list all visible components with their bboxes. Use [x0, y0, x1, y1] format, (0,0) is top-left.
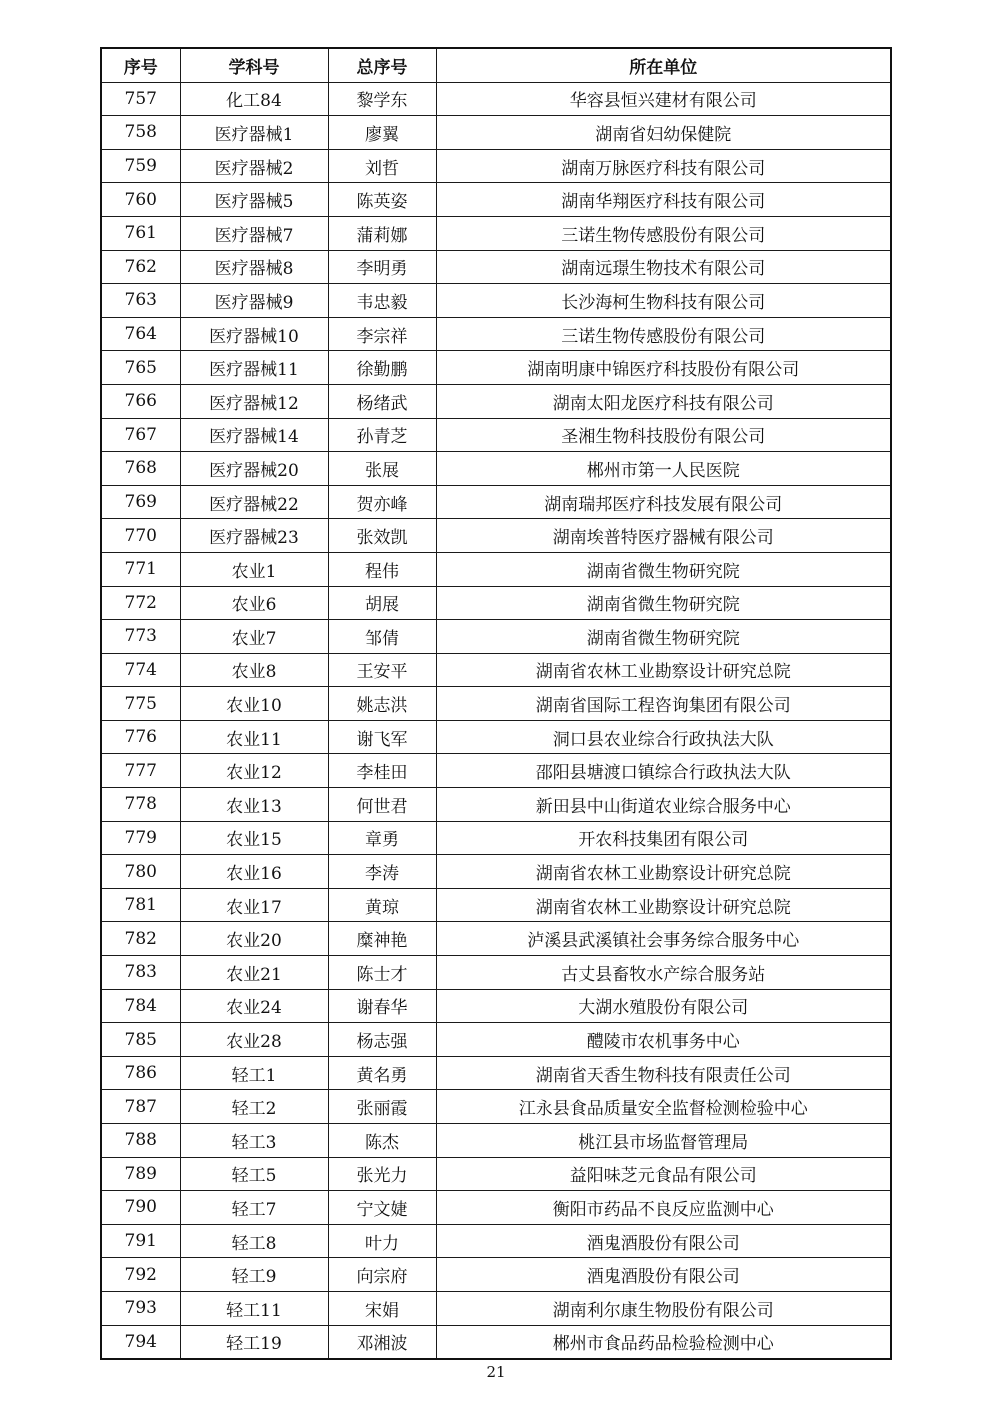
serial-number-cell: 792 — [101, 1258, 180, 1292]
organization-cell: 洞口县农业综合行政执法大队 — [436, 720, 891, 754]
name-cell: 邹倩 — [328, 620, 436, 654]
subject-number-cell: 农业24 — [180, 989, 328, 1023]
subject-number-cell: 农业17 — [180, 888, 328, 922]
serial-number-cell: 788 — [101, 1124, 180, 1158]
organization-cell: 湖南瑞邦医疗科技发展有限公司 — [436, 485, 891, 519]
table-row — [101, 284, 891, 318]
subject-number-cell: 轻工2 — [180, 1090, 328, 1124]
table-row — [101, 1090, 891, 1124]
organization-cell: 桃江县市场监督管理局 — [436, 1124, 891, 1158]
name-cell: 姚志洪 — [328, 687, 436, 721]
subject-number-cell: 医疗器械7 — [180, 216, 328, 250]
organization-cell: 湖南明康中锦医疗科技股份有限公司 — [436, 351, 891, 385]
table-row — [101, 821, 891, 855]
table-row — [101, 1157, 891, 1191]
table-row — [101, 989, 891, 1023]
serial-number-cell: 782 — [101, 922, 180, 956]
organization-cell: 泸溪县武溪镇社会事务综合服务中心 — [436, 922, 891, 956]
name-cell: 章勇 — [328, 821, 436, 855]
table-row — [101, 720, 891, 754]
table-row — [101, 552, 891, 586]
subject-number-cell: 农业10 — [180, 687, 328, 721]
table-row — [101, 922, 891, 956]
subject-number-cell: 农业28 — [180, 1023, 328, 1057]
serial-number-cell: 779 — [101, 821, 180, 855]
name-cell: 蒲莉娜 — [328, 216, 436, 250]
name-cell: 陈士才 — [328, 956, 436, 990]
name-cell: 徐勤鹏 — [328, 351, 436, 385]
table-row — [101, 250, 891, 284]
serial-number-cell: 794 — [101, 1325, 180, 1359]
name-cell: 黄名勇 — [328, 1056, 436, 1090]
header-serial-number: 序号 — [101, 48, 180, 82]
table-row — [101, 485, 891, 519]
table-row — [101, 452, 891, 486]
name-cell: 谢春华 — [328, 989, 436, 1023]
subject-number-cell: 农业20 — [180, 922, 328, 956]
subject-number-cell: 医疗器械2 — [180, 149, 328, 183]
organization-cell: 醴陵市农机事务中心 — [436, 1023, 891, 1057]
name-cell: 张丽霞 — [328, 1090, 436, 1124]
subject-number-cell: 医疗器械1 — [180, 116, 328, 150]
table-row — [101, 384, 891, 418]
table-row — [101, 653, 891, 687]
subject-number-cell: 农业12 — [180, 754, 328, 788]
serial-number-cell: 775 — [101, 687, 180, 721]
serial-number-cell: 769 — [101, 485, 180, 519]
subject-number-cell: 农业7 — [180, 620, 328, 654]
subject-number-cell: 医疗器械20 — [180, 452, 328, 486]
subject-number-cell: 农业6 — [180, 586, 328, 620]
organization-cell: 郴州市第一人民医院 — [436, 452, 891, 486]
organization-cell: 新田县中山街道农业综合服务中心 — [436, 788, 891, 822]
serial-number-cell: 785 — [101, 1023, 180, 1057]
name-cell: 韦忠毅 — [328, 284, 436, 318]
serial-number-cell: 771 — [101, 552, 180, 586]
table-row — [101, 855, 891, 889]
organization-cell: 古丈县畜牧水产综合服务站 — [436, 956, 891, 990]
organization-cell: 湖南万脉医疗科技有限公司 — [436, 149, 891, 183]
subject-number-cell: 化工84 — [180, 82, 328, 116]
name-cell: 刘哲 — [328, 149, 436, 183]
subject-number-cell: 农业13 — [180, 788, 328, 822]
table-row — [101, 216, 891, 250]
serial-number-cell: 757 — [101, 82, 180, 116]
table-body — [101, 82, 891, 1359]
organization-cell: 大湖水殖股份有限公司 — [436, 989, 891, 1023]
table-row — [101, 116, 891, 150]
subject-number-cell: 医疗器械12 — [180, 384, 328, 418]
name-cell: 李涛 — [328, 855, 436, 889]
table-row — [101, 1291, 891, 1325]
serial-number-cell: 780 — [101, 855, 180, 889]
subject-number-cell: 轻工5 — [180, 1157, 328, 1191]
organization-cell: 湖南省天香生物科技有限责任公司 — [436, 1056, 891, 1090]
serial-number-cell: 774 — [101, 653, 180, 687]
organization-cell: 酒鬼酒股份有限公司 — [436, 1224, 891, 1258]
name-cell: 陈杰 — [328, 1124, 436, 1158]
organization-cell: 长沙海柯生物科技有限公司 — [436, 284, 891, 318]
subject-number-cell: 轻工3 — [180, 1124, 328, 1158]
serial-number-cell: 764 — [101, 317, 180, 351]
organization-cell: 湖南省微生物研究院 — [436, 586, 891, 620]
subject-number-cell: 轻工9 — [180, 1258, 328, 1292]
header-organization: 所在单位 — [436, 48, 891, 82]
table-row — [101, 418, 891, 452]
table-row — [101, 620, 891, 654]
serial-number-cell: 772 — [101, 586, 180, 620]
serial-number-cell: 790 — [101, 1191, 180, 1225]
serial-number-cell: 768 — [101, 452, 180, 486]
serial-number-cell: 766 — [101, 384, 180, 418]
subject-number-cell: 医疗器械22 — [180, 485, 328, 519]
header-total-serial: 总序号 — [328, 48, 436, 82]
name-cell: 程伟 — [328, 552, 436, 586]
table-row — [101, 586, 891, 620]
subject-number-cell: 轻工1 — [180, 1056, 328, 1090]
table-row — [101, 956, 891, 990]
serial-number-cell: 793 — [101, 1291, 180, 1325]
organization-cell: 衡阳市药品不良反应监测中心 — [436, 1191, 891, 1225]
name-cell: 胡展 — [328, 586, 436, 620]
name-cell: 贺亦峰 — [328, 485, 436, 519]
organization-cell: 湖南埃普特医疗器械有限公司 — [436, 519, 891, 553]
serial-number-cell: 787 — [101, 1090, 180, 1124]
serial-number-cell: 778 — [101, 788, 180, 822]
serial-number-cell: 784 — [101, 989, 180, 1023]
table-row — [101, 351, 891, 385]
serial-number-cell: 789 — [101, 1157, 180, 1191]
organization-cell: 湖南省微生物研究院 — [436, 552, 891, 586]
name-cell: 张展 — [328, 452, 436, 486]
name-cell: 宁文婕 — [328, 1191, 436, 1225]
header-subject-number: 学科号 — [180, 48, 328, 82]
subject-number-cell: 农业8 — [180, 653, 328, 687]
table-row — [101, 317, 891, 351]
table-row — [101, 82, 891, 116]
table-header-row — [101, 48, 891, 82]
table-row — [101, 1124, 891, 1158]
serial-number-cell: 761 — [101, 216, 180, 250]
organization-cell: 酒鬼酒股份有限公司 — [436, 1258, 891, 1292]
subject-number-cell: 农业11 — [180, 720, 328, 754]
serial-number-cell: 767 — [101, 418, 180, 452]
subject-number-cell: 轻工19 — [180, 1325, 328, 1359]
name-cell: 李桂田 — [328, 754, 436, 788]
subject-number-cell: 医疗器械9 — [180, 284, 328, 318]
name-cell: 谢飞军 — [328, 720, 436, 754]
serial-number-cell: 786 — [101, 1056, 180, 1090]
serial-number-cell: 781 — [101, 888, 180, 922]
serial-number-cell: 777 — [101, 754, 180, 788]
name-cell: 叶力 — [328, 1224, 436, 1258]
subject-number-cell: 医疗器械14 — [180, 418, 328, 452]
name-cell: 黎学东 — [328, 82, 436, 116]
name-cell: 张光力 — [328, 1157, 436, 1191]
subject-number-cell: 医疗器械10 — [180, 317, 328, 351]
name-cell: 杨志强 — [328, 1023, 436, 1057]
table-row — [101, 1056, 891, 1090]
subject-number-cell: 医疗器械8 — [180, 250, 328, 284]
organization-cell: 邵阳县塘渡口镇综合行政执法大队 — [436, 754, 891, 788]
organization-cell: 圣湘生物科技股份有限公司 — [436, 418, 891, 452]
table-row — [101, 1258, 891, 1292]
name-cell: 李宗祥 — [328, 317, 436, 351]
subject-number-cell: 轻工7 — [180, 1191, 328, 1225]
name-cell: 廖翼 — [328, 116, 436, 150]
organization-cell: 湖南省农林工业勘察设计研究总院 — [436, 855, 891, 889]
table-row — [101, 1023, 891, 1057]
name-cell: 张效凯 — [328, 519, 436, 553]
organization-cell: 湖南省农林工业勘察设计研究总院 — [436, 653, 891, 687]
table-row — [101, 888, 891, 922]
subject-number-cell: 轻工8 — [180, 1224, 328, 1258]
table-row — [101, 788, 891, 822]
serial-number-cell: 760 — [101, 183, 180, 217]
serial-number-cell: 770 — [101, 519, 180, 553]
name-cell: 黄琼 — [328, 888, 436, 922]
subject-number-cell: 农业15 — [180, 821, 328, 855]
organization-cell: 湖南省国际工程咨询集团有限公司 — [436, 687, 891, 721]
serial-number-cell: 765 — [101, 351, 180, 385]
table-row — [101, 149, 891, 183]
subject-number-cell: 医疗器械23 — [180, 519, 328, 553]
organization-cell: 江永县食品质量安全监督检测检验中心 — [436, 1090, 891, 1124]
table-row — [101, 754, 891, 788]
name-cell: 杨绪武 — [328, 384, 436, 418]
subject-number-cell: 农业16 — [180, 855, 328, 889]
page-number: 21 — [486, 1363, 506, 1381]
subject-number-cell: 农业21 — [180, 956, 328, 990]
serial-number-cell: 791 — [101, 1224, 180, 1258]
table-row — [101, 1325, 891, 1359]
table-row — [101, 183, 891, 217]
organization-cell: 三诺生物传感股份有限公司 — [436, 317, 891, 351]
organization-cell: 华容县恒兴建材有限公司 — [436, 82, 891, 116]
organization-cell: 三诺生物传感股份有限公司 — [436, 216, 891, 250]
serial-number-cell: 783 — [101, 956, 180, 990]
organization-cell: 益阳味芝元食品有限公司 — [436, 1157, 891, 1191]
name-cell: 向宗府 — [328, 1258, 436, 1292]
organization-cell: 郴州市食品药品检验检测中心 — [436, 1325, 891, 1359]
organization-cell: 湖南远璟生物技术有限公司 — [436, 250, 891, 284]
serial-number-cell: 762 — [101, 250, 180, 284]
subject-number-cell: 农业1 — [180, 552, 328, 586]
organization-cell: 湖南省妇幼保健院 — [436, 116, 891, 150]
name-cell: 李明勇 — [328, 250, 436, 284]
organization-cell: 开农科技集团有限公司 — [436, 821, 891, 855]
organization-cell: 湖南太阳龙医疗科技有限公司 — [436, 384, 891, 418]
serial-number-cell: 759 — [101, 149, 180, 183]
serial-number-cell: 773 — [101, 620, 180, 654]
organization-cell: 湖南华翔医疗科技有限公司 — [436, 183, 891, 217]
name-cell: 孙青芝 — [328, 418, 436, 452]
table-row — [101, 687, 891, 721]
serial-number-cell: 763 — [101, 284, 180, 318]
serial-number-cell: 758 — [101, 116, 180, 150]
table-row — [101, 1224, 891, 1258]
table-row — [101, 519, 891, 553]
subject-number-cell: 医疗器械5 — [180, 183, 328, 217]
subject-number-cell: 轻工11 — [180, 1291, 328, 1325]
organization-cell: 湖南省微生物研究院 — [436, 620, 891, 654]
name-cell: 陈英姿 — [328, 183, 436, 217]
name-cell: 糜神艳 — [328, 922, 436, 956]
name-cell: 邓湘波 — [328, 1325, 436, 1359]
table-row — [101, 1191, 891, 1225]
organization-cell: 湖南省农林工业勘察设计研究总院 — [436, 888, 891, 922]
name-cell: 何世君 — [328, 788, 436, 822]
name-cell: 王安平 — [328, 653, 436, 687]
subject-number-cell: 医疗器械11 — [180, 351, 328, 385]
organization-cell: 湖南利尔康生物股份有限公司 — [436, 1291, 891, 1325]
serial-number-cell: 776 — [101, 720, 180, 754]
name-cell: 宋娟 — [328, 1291, 436, 1325]
personnel-table — [100, 47, 892, 1360]
